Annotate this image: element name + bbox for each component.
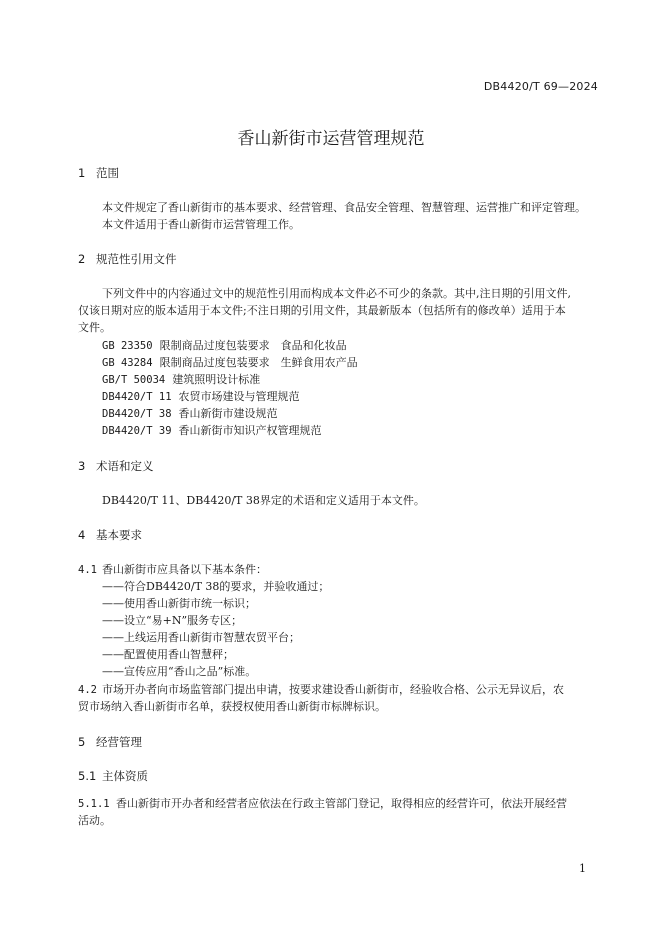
reference-item [102, 337, 347, 356]
reference-name: 限制商品过度包装要求 生鲜食用农产品 [159, 356, 358, 369]
section-title: 基本要求 [96, 528, 142, 542]
section-4-heading [78, 527, 142, 543]
reference-code: GB 23350 [102, 340, 153, 352]
clause-text: 市场开办者向市场监管部门提出申请，按要求建设香山新街市，经验收合格、公示无异议后，农 [102, 683, 564, 696]
paragraph: 本文件适用于香山新街市运营管理工作。 [102, 218, 300, 231]
reference-item [102, 422, 322, 441]
section-2-heading [78, 251, 177, 267]
clause-number: 4.1 [78, 564, 97, 576]
clause-4-2 [78, 681, 564, 700]
section-title: 经营管理 [96, 735, 142, 749]
clause-number: 4.2 [78, 684, 97, 696]
list-item: ——上线运用香山新街市智慧农贸平台； [102, 631, 300, 644]
section-number: 2 [78, 252, 86, 266]
section-3-heading [78, 458, 154, 474]
paragraph: 本文件规定了香山新街市的基本要求、经营管理、食品安全管理、智慧管理、运营推广和评定管理。 [102, 201, 586, 214]
reference-item [102, 371, 260, 390]
reference-name: 农贸市场建设与管理规范 [178, 390, 300, 403]
section-number: 4 [78, 528, 86, 542]
clause-text: 香山新街市应具备以下基本条件： [102, 563, 267, 576]
paragraph-line: 文件。 [78, 321, 111, 334]
document-title: 香山新街市运营管理规范 [237, 129, 425, 149]
clause-text: 香山新街市开办者和经营者应依法在行政主管部门登记，取得相应的经营许可，依法开展经营 [116, 797, 567, 810]
section-number: 1 [78, 166, 86, 180]
reference-code: GB 43284 [102, 357, 153, 369]
reference-code: GB/T 50034 [102, 374, 166, 386]
list-item: ——配置使用香山智慧秤； [102, 648, 234, 661]
reference-name: 香山新街市知识产权管理规范 [178, 424, 322, 437]
list-item: ——符合DB4420/T 38的要求，并验收通过； [102, 580, 330, 593]
section-number: 3 [78, 459, 86, 473]
list-item: ——使用香山新街市统一标识； [102, 597, 256, 610]
reference-code: DB4420/T 38 [102, 408, 172, 420]
reference-code: DB4420/T 11 [102, 391, 172, 403]
paragraph-line: 仅该日期对应的版本适用于本文件;不注日期的引用文件，其最新版本（包括所有的修改单）适用于本 [78, 304, 566, 317]
page-number: 1 [579, 862, 586, 875]
standard-code: DB4420/T 69—2024 [483, 80, 598, 93]
clause-5-1-1 [78, 795, 567, 814]
subsection-5-1-heading [78, 768, 148, 784]
paragraph-line: 贸市场纳入香山新街市名单，获授权使用香山新街市标牌标识。 [78, 700, 386, 713]
reference-name: 限制商品过度包装要求 食品和化妆品 [159, 339, 347, 352]
reference-item [102, 354, 358, 373]
section-1-heading [78, 165, 119, 181]
reference-code: DB4420/T 39 [102, 425, 172, 437]
subsection-title: 主体资质 [102, 769, 148, 783]
clause-4-1 [78, 561, 267, 580]
section-title: 术语和定义 [96, 459, 154, 473]
reference-item [102, 405, 278, 424]
clause-number: 5.1.1 [78, 798, 110, 810]
reference-item [102, 388, 300, 407]
reference-name: 香山新街市建设规范 [178, 407, 278, 420]
list-item: ——宣传应用“香山之品”标准。 [102, 665, 257, 678]
section-title: 范围 [96, 166, 119, 180]
paragraph: DB4420/T 11、DB4420/T 38界定的术语和定义适用于本文件。 [102, 494, 425, 507]
section-5-heading [78, 734, 142, 750]
paragraph-line: 下列文件中的内容通过文中的规范性引用而构成本文件必不可少的条款。其中,注日期的引用文件, [102, 287, 571, 300]
section-title: 规范性引用文件 [96, 252, 177, 266]
subsection-number: 5.1 [78, 769, 97, 783]
section-number: 5 [78, 735, 86, 749]
list-item: ——设立“易+N”服务专区； [102, 614, 243, 627]
reference-name: 建筑照明设计标准 [172, 373, 261, 386]
paragraph-line: 活动。 [78, 814, 111, 827]
